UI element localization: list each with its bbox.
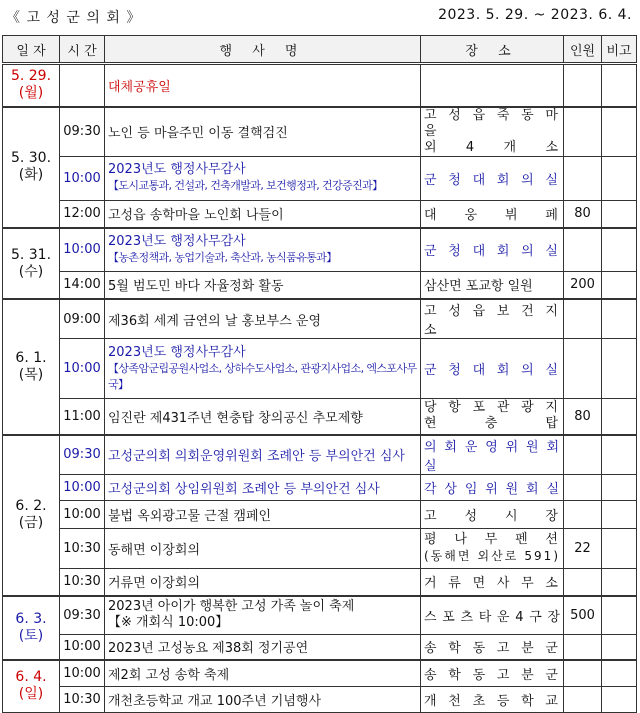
count-cell: 200 (564, 271, 602, 299)
time-cell: 14:00 (60, 271, 105, 299)
place-cell: 대 웅 뷔 페 (421, 200, 564, 228)
event-cell: 제2회 고성 송학 축제 (105, 660, 421, 686)
place-cell: 평 나 무 펜 션 (동해면 외산로 591) (421, 528, 564, 568)
table-row (3, 435, 637, 475)
table-row (3, 339, 637, 399)
event-cell: 고성군의회 상임위원회 조례안 등 부의안건 심사 (105, 474, 421, 500)
count-cell (564, 435, 602, 475)
note-cell (602, 64, 637, 107)
place-cell: 개 천 초 등 학 교 (421, 686, 564, 712)
event-cell: 2023년도 행정사무감사 【도시교통과, 건설과, 건축개발과, 보건행정과, 건강증진과】 (105, 156, 421, 200)
place-cell (421, 64, 564, 107)
time-cell: 10:30 (60, 568, 105, 596)
note-cell (602, 299, 637, 339)
note-cell (602, 228, 637, 271)
event-cell: 동해면 이장회의 (105, 528, 421, 568)
event-cell: 2023년 고성농요 제38회 정기공연 (105, 634, 421, 660)
table-row (3, 660, 637, 686)
table-row (3, 156, 637, 200)
event-cell: 노인 등 마을주민 이동 결핵검진 (105, 107, 421, 157)
table-row (3, 568, 637, 596)
count-cell (564, 568, 602, 596)
note-cell (602, 596, 637, 634)
count-cell: 22 (564, 528, 602, 568)
date-cell: 5. 30. (화) (3, 107, 60, 229)
time-cell: 12:00 (60, 200, 105, 228)
event-cell: 제36회 세계 금연의 날 홍보부스 운영 (105, 299, 421, 339)
schedule-table (2, 35, 637, 713)
place-cell: 송 학 동 고 분 군 (421, 634, 564, 660)
event-cell: 2023년도 행정사무감사 【농촌정책과, 농업기술과, 축산과, 농식품유통과】 (105, 228, 421, 271)
event-cell: 대체공휴일 (105, 64, 421, 107)
table-row (3, 271, 637, 299)
count-cell (564, 660, 602, 686)
time-cell: 10:00 (60, 228, 105, 271)
place-cell: 군 청 대 회 의 실 (421, 228, 564, 271)
event-cell: 불법 옥외광고물 근절 캠페인 (105, 500, 421, 528)
table-row (3, 474, 637, 500)
table-row (3, 399, 637, 435)
time-cell: 10:00 (60, 500, 105, 528)
time-cell: 11:00 (60, 399, 105, 435)
col-time: 시 간 (60, 36, 105, 64)
event-cell: 5월 범도민 바다 자율정화 활동 (105, 271, 421, 299)
table-row (3, 528, 637, 568)
place-cell: 고 성 시 장 (421, 500, 564, 528)
time-cell: 09:30 (60, 596, 105, 634)
place-cell: 삼산면 포교항 일원 (421, 271, 564, 299)
place-cell: 고 성 읍 보 건 지 소 (421, 299, 564, 339)
count-cell (564, 474, 602, 500)
time-cell: 09:30 (60, 435, 105, 475)
note-cell (602, 339, 637, 399)
date-cell: 5. 29. (월) (3, 64, 60, 107)
table-row (3, 228, 637, 271)
place-cell: 송 학 동 고 분 군 (421, 660, 564, 686)
count-cell: 80 (564, 200, 602, 228)
note-cell (602, 474, 637, 500)
note-cell (602, 399, 637, 435)
note-cell (602, 660, 637, 686)
event-cell: 개천초등학교 개교 100주년 기념행사 (105, 686, 421, 712)
time-cell: 10:30 (60, 686, 105, 712)
count-cell: 80 (564, 399, 602, 435)
time-cell: 10:30 (60, 528, 105, 568)
place-cell: 의 회 운 영 위 원 회 실 (421, 435, 564, 475)
time-cell: 10:00 (60, 474, 105, 500)
time-cell: 10:00 (60, 660, 105, 686)
schedule-header (6, 4, 632, 26)
date-cell: 6. 3. (토) (3, 596, 60, 660)
date-cell: 6. 4. (일) (3, 660, 60, 712)
date-cell: 6. 2. (금) (3, 435, 60, 597)
time-cell (60, 64, 105, 107)
count-cell (564, 500, 602, 528)
table-row (3, 686, 637, 712)
count-cell: 500 (564, 596, 602, 634)
note-cell (602, 686, 637, 712)
col-note: 비고 (602, 36, 637, 64)
place-cell: 군 청 대 회 의 실 (421, 156, 564, 200)
time-cell: 10:00 (60, 339, 105, 399)
table-row (3, 634, 637, 660)
note-cell (602, 528, 637, 568)
table-row (3, 500, 637, 528)
note-cell (602, 200, 637, 228)
note-cell (602, 107, 637, 157)
note-cell (602, 156, 637, 200)
note-cell (602, 435, 637, 475)
table-header-row (3, 36, 637, 64)
note-cell (602, 500, 637, 528)
time-cell: 09:30 (60, 107, 105, 157)
place-cell: 스 포 츠 타 운 4 구 장 (421, 596, 564, 634)
place-cell: 고 성 읍 죽 동 마 을 외 4 개 소 (421, 107, 564, 157)
count-cell (564, 156, 602, 200)
col-place: 장 소 (421, 36, 564, 64)
event-cell: 고성군의회 의회운영위원회 조례안 등 부의안건 심사 (105, 435, 421, 475)
table-row (3, 299, 637, 339)
table-row (3, 107, 637, 157)
note-cell (602, 271, 637, 299)
count-cell (564, 228, 602, 271)
note-cell (602, 568, 637, 596)
col-count: 인원 (564, 36, 602, 64)
date-cell: 6. 1. (목) (3, 299, 60, 435)
count-cell (564, 686, 602, 712)
place-cell: 거 류 면 사 무 소 (421, 568, 564, 596)
count-cell (564, 339, 602, 399)
event-cell: 2023년도 행정사무감사 【상족암군립공원사업소, 상하수도사업소, 관광지사업소, 엑스포사무국】 (105, 339, 421, 399)
col-date: 일 자 (3, 36, 60, 64)
table-row (3, 64, 637, 107)
count-cell (564, 107, 602, 157)
note-cell (602, 634, 637, 660)
event-cell: 거류면 이장회의 (105, 568, 421, 596)
place-cell: 당 항 포 관 광 지 현 충 탑 (421, 399, 564, 435)
table-row (3, 596, 637, 634)
count-cell (564, 634, 602, 660)
time-cell: 10:00 (60, 156, 105, 200)
col-event: 행 사 명 (105, 36, 421, 64)
count-cell (564, 64, 602, 107)
event-cell: 고성읍 송학마을 노인회 나들이 (105, 200, 421, 228)
time-cell: 10:00 (60, 634, 105, 660)
event-cell: 2023년 아이가 행복한 고성 가족 놀이 축제 【※ 개회식 10:00】 (105, 596, 421, 634)
council-title: 《 고 성 군 의 회 》 (6, 10, 142, 26)
date-cell: 5. 31. (수) (3, 228, 60, 299)
table-row (3, 200, 637, 228)
place-cell: 각 상 임 위 원 회 실 (421, 474, 564, 500)
place-cell: 군 청 대 회 의 실 (421, 339, 564, 399)
count-cell (564, 299, 602, 339)
event-cell: 임진란 제431주년 현충탑 창의공신 추모제향 (105, 399, 421, 435)
time-cell: 09:00 (60, 299, 105, 339)
schedule-period: 2023. 5. 29. ~ 2023. 6. 4. (438, 7, 632, 23)
